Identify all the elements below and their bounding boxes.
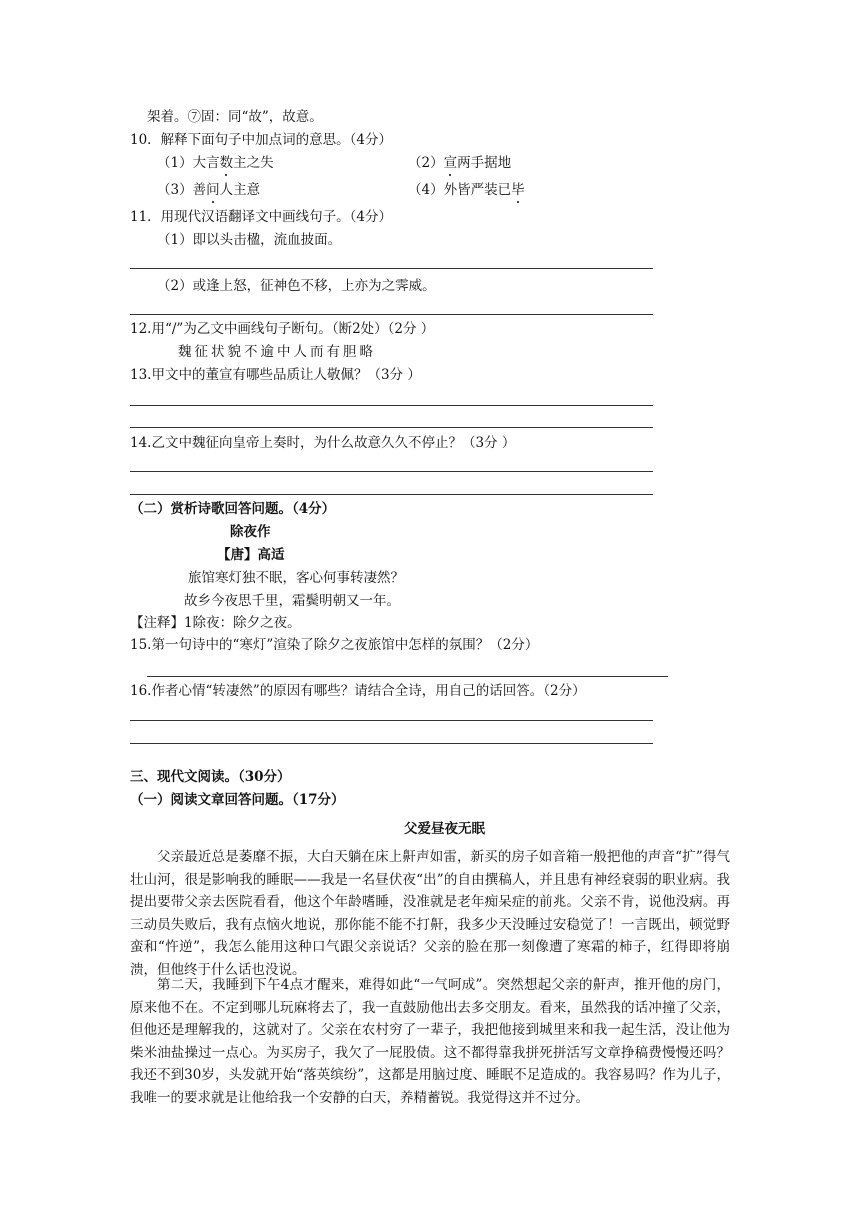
q15-title: 15.第一句诗中的“寒灯”渲染了除夕之夜旅馆中怎样的氛围？（2分） <box>130 637 539 653</box>
note-tail: 架着。⑦固：同“故”，故意。 <box>147 109 323 125</box>
article-paragraph-1: 父亲最近总是萎靡不振，大白天躺在床上鼾声如雷，新买的房子如音箱一般把他的声音“扩”得气壮山河，很是影响我的睡眠——我是一名昼伏夜“出”的自由撰稿人，并且患有神经衰弱的职业病。我提出要带父亲去医院看看，他这个年龄嗜睡，没准就是老年痴呆症的前兆。父亲不肯，说他没病。再三动员失败后，我有点恼火地说，那你能不能不打鼾，我多少天没睡过安稳觉了！一言既出，顿觉野蛮和“忤逆”，我怎么能用这种口气跟父亲说话？父亲的脸在那一刻像遭了寒霜的柿子，红得即将崩溃，但他终于什么话也没说。 <box>130 849 730 978</box>
poem-section-title: （二）赏析诗歌回答问题。（4分） <box>130 501 336 517</box>
answer-line <box>130 314 653 315</box>
q10-item-2: （2）宣两手据地 <box>408 155 512 171</box>
answer-line <box>130 720 653 721</box>
answer-line <box>130 427 653 428</box>
poem-author: 【唐】高适 <box>217 547 285 563</box>
q10-item-4: （4）外皆严装已毕 <box>408 182 525 198</box>
q10-item-3: （3）善问人主意 <box>157 182 261 198</box>
poem-title: 除夜作 <box>230 524 271 540</box>
answer-line <box>130 494 653 495</box>
poem-line-1: 旅馆寒灯独不眠，客心何事转凄然？ <box>188 570 404 586</box>
q11-sentence-2: （2）或逢上怒，征神色不移，上亦为之霁威。 <box>157 278 436 294</box>
q11-sentence-1: （1）即以头击楹，流血披面。 <box>157 232 342 248</box>
q10-title: 10．解释下面句子中加点词的意思。（4分） <box>130 132 393 148</box>
answer-line <box>147 676 668 677</box>
q16-title: 16.作者心情“转凄然”的原因有哪些？请结合全诗，用自己的话回答。（2分） <box>130 683 586 699</box>
q13-title: 13.甲文中的董宣有哪些品质让人敬佩？（3分 ） <box>130 367 421 383</box>
answer-line <box>130 405 653 406</box>
answer-line <box>130 471 653 472</box>
part3-subtitle: （一）阅读文章回答问题。（17分） <box>130 792 345 808</box>
article-paragraph-2: 第二天，我睡到下午4点才醒来，难得如此“一气呵成”。突然想起父亲的鼾声，推开他的房门，原来他不在。不定到哪儿玩麻将去了，我一直鼓励他出去多交朋友。看来，虽然我的话冲撞了父亲，但他还是理解我的，这就对了。父亲在农村穷了一辈子，我把他接到城里来和我一起生活，没让他为柴米油盐操过一点心。为买房子，我欠了一屁股债。这不都得靠我拼死拼活写文章挣稿费慢慢还吗？我还不到30岁，头发就开始“落英缤纷”，这都是用脑过度、睡眠不足造成的。我容易吗？作为儿子，我唯一的要求就是让他给我一个安静的白天，养精蓄锐。我觉得这并不过分。 <box>130 977 730 1106</box>
q11-title: 11．用现代汉语翻译文中画线句子。（4分） <box>130 209 393 225</box>
poem-note: 【注释】1除夜：除夕之夜。 <box>130 615 301 631</box>
poem-line-2: 故乡今夜思千里，霜鬓明朝又一年。 <box>184 593 400 609</box>
answer-line <box>130 268 653 269</box>
answer-line <box>130 743 653 744</box>
part3-title: 三、现代文阅读。（30分） <box>130 769 291 785</box>
q14-title: 14.乙文中魏征向皇帝上奏时，为什么故意久久不停止？（3分 ） <box>130 435 516 451</box>
q10-item-1: （1）大言数主之失 <box>157 155 274 171</box>
q12-title: 12.用“/”为乙文中画线句子断句。（断2处）（2分 ） <box>130 321 435 337</box>
q12-sentence: 魏征状貌不逾中人而有胆略 <box>178 344 376 360</box>
article-title: 父爱昼夜无眠 <box>404 821 485 837</box>
